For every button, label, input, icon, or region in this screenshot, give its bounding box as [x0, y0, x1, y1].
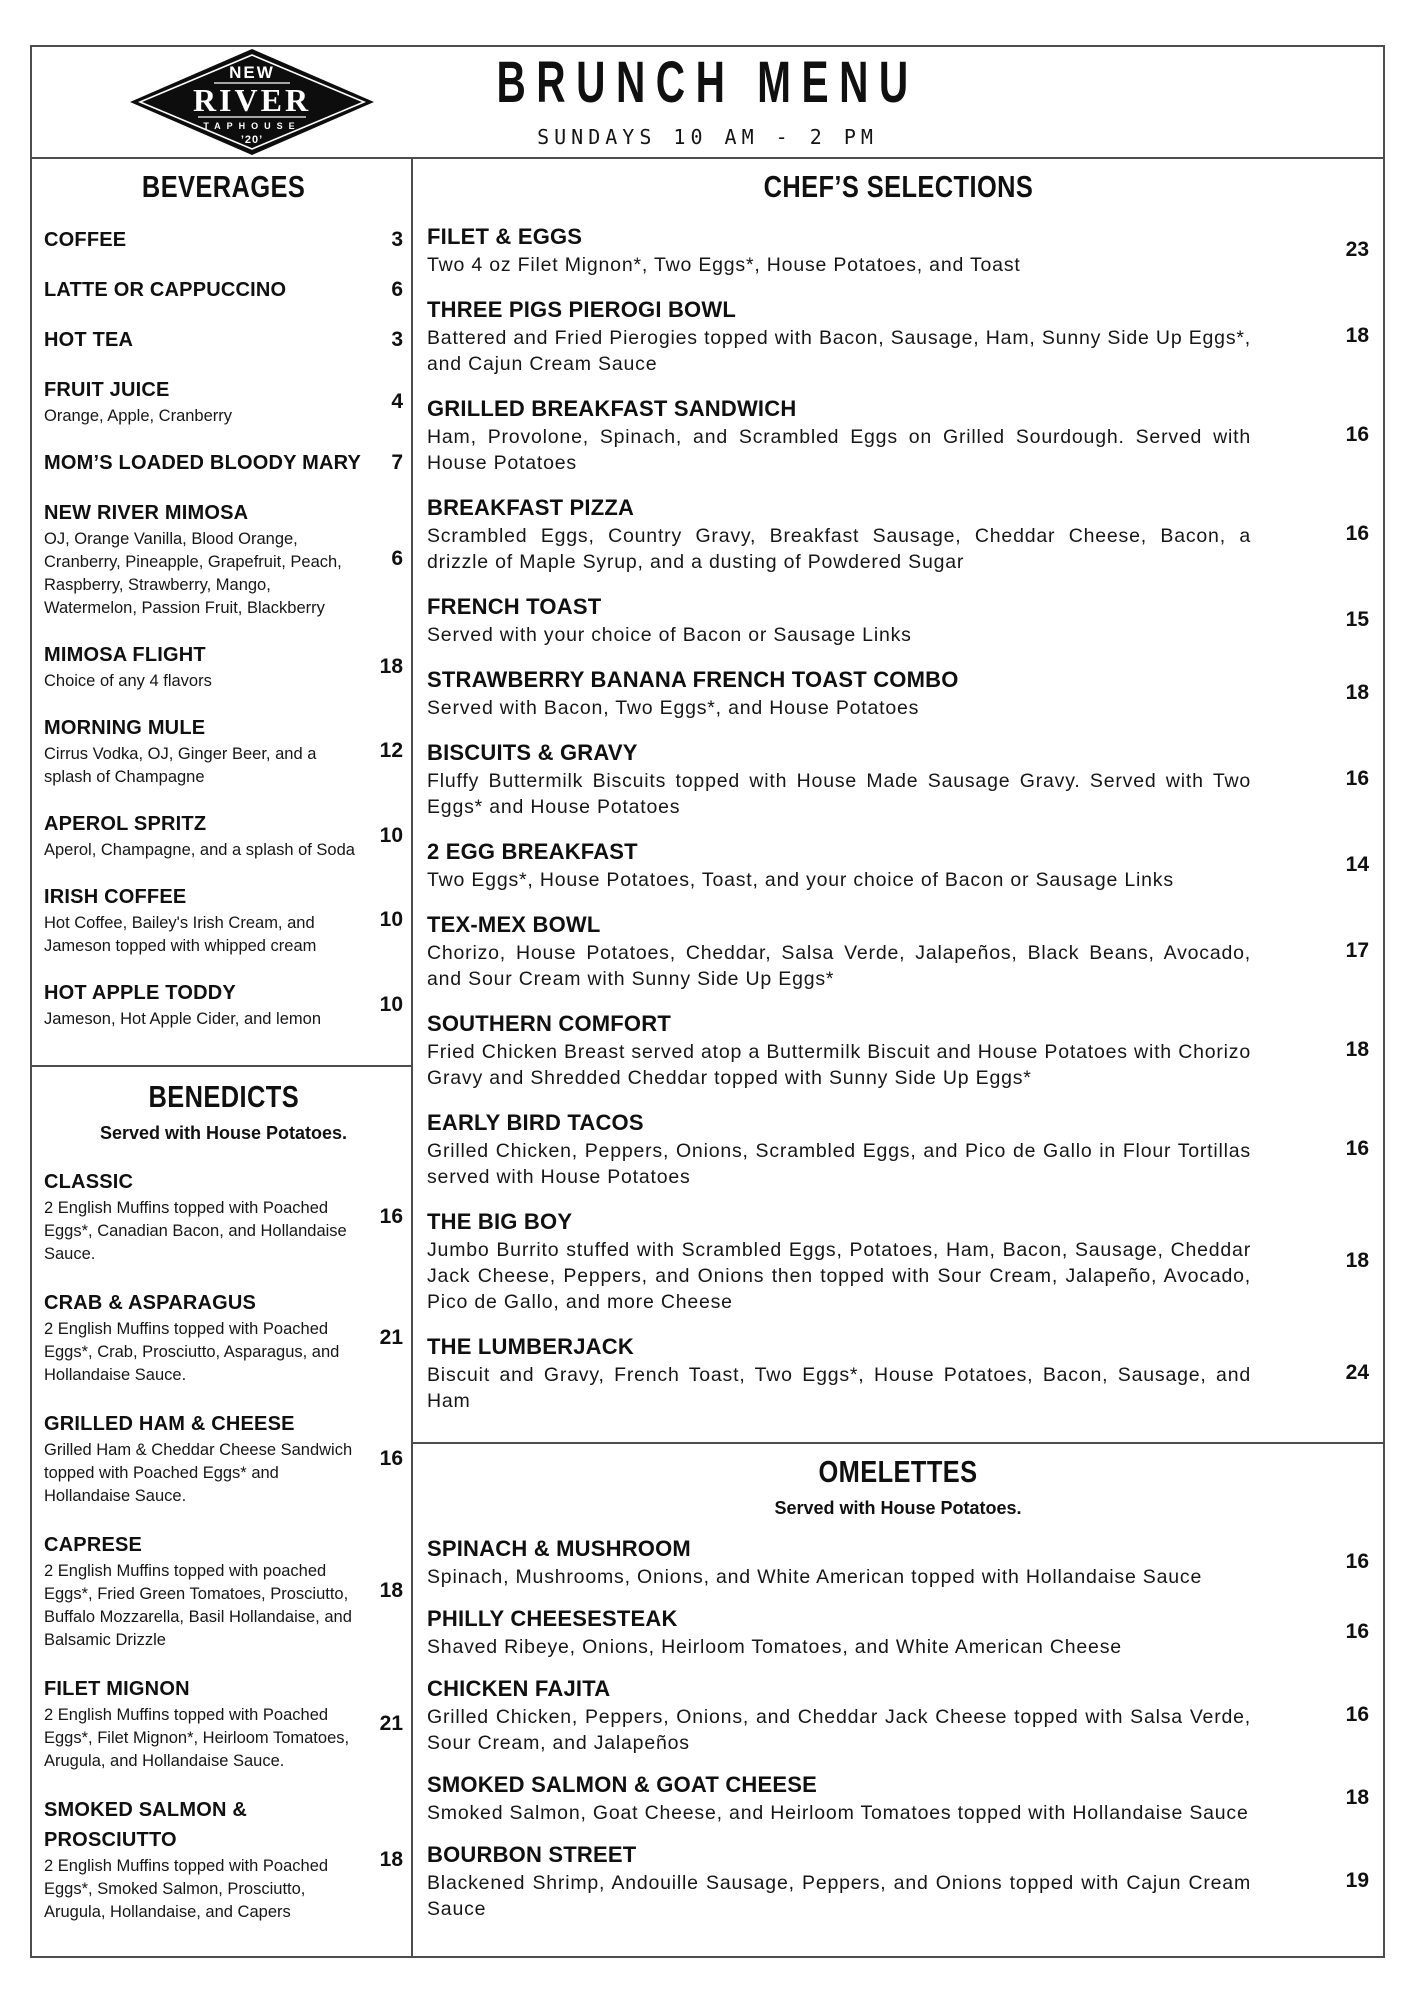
menu-item: [427, 1840, 1369, 1922]
menu-item: [44, 325, 403, 355]
svg-text:RIVER: RIVER: [192, 82, 312, 118]
item-name: MORNING MULE: [44, 717, 206, 739]
item-price: 12: [379, 739, 403, 762]
item-name: THE BIG BOY: [427, 1209, 573, 1234]
item-main: [44, 640, 367, 693]
section-note-benedicts: Served with House Potatoes.: [99, 1123, 348, 1143]
item-name: SPINACH & MUSHROOM: [427, 1536, 691, 1561]
item-name: FILET MIGNON: [44, 1678, 190, 1700]
item-description: Served with your choice of Bacon or Sausage Links: [427, 624, 912, 646]
item-description: Jumbo Burrito stuffed with Scrambled Eggs, Potatoes, Ham, Bacon, Sausage, Cheddar Jack Cheese, Peppers, and Onions then topped with Sour Cream, Jalapeño, Avocado, Pico de Gallo, and more Cheese: [427, 1239, 1251, 1313]
item-description: 2 English Muffins topped with Poached Eggs*, Filet Mignon*, Heirloom Tomatoes, Arugula, and Hollandaise Sauce.: [44, 1706, 350, 1770]
page-title: [32, 51, 1383, 115]
item-main: [44, 1409, 367, 1508]
menu-item: [427, 1332, 1369, 1414]
item-price: 14: [1345, 853, 1369, 876]
section-title-beverages: BEVERAGES: [141, 169, 306, 204]
chefs-selections-item-list: [427, 222, 1369, 1414]
item-main: [427, 665, 1323, 721]
item-name: PHILLY CHEESESTEAK: [427, 1606, 678, 1631]
item-main: [427, 837, 1323, 893]
item-name: FRUIT JUICE: [44, 379, 170, 401]
item-price: 16: [1345, 1703, 1369, 1726]
section-note-omelettes: Served with House Potatoes.: [774, 1498, 1022, 1518]
item-price: 10: [379, 823, 403, 847]
svg-text:NEW: NEW: [229, 63, 275, 82]
item-description: Battered and Fried Pierogies topped with Bacon, Sausage, Ham, Sunny Side Up Eggs*, and Cajun Cream Sauce: [427, 327, 1251, 375]
item-price: 16: [1345, 767, 1369, 790]
menu-item: [44, 375, 403, 428]
section-title-chefs-selections: CHEF’S SELECTIONS: [763, 169, 1033, 204]
item-main: [427, 1207, 1323, 1315]
item-main: [427, 592, 1323, 648]
item-description: 2 English Muffins topped with Poached Eggs*, Smoked Salmon, Prosciutto, Arugula, Hollandaise, and Capers: [44, 1857, 329, 1921]
beverages-item-list: [44, 225, 403, 1031]
item-description: Blackened Shrimp, Andouille Sausage, Peppers, and Onions topped with Cajun Cream Sauce: [427, 1872, 1251, 1920]
menu-item: [44, 1167, 403, 1266]
item-price: 18: [379, 1847, 403, 1871]
item-description: Biscuit and Gravy, French Toast, Two Eggs*, House Potatoes, Bacon, Sausage, and Ham: [427, 1364, 1251, 1412]
item-name: BISCUITS & GRAVY: [427, 740, 638, 765]
item-description: 2 English Muffins topped with Poached Eggs*, Canadian Bacon, and Hollandaise Sauce.: [44, 1199, 347, 1263]
item-price: 10: [379, 992, 403, 1016]
item-description: Spinach, Mushrooms, Onions, and White American topped with Hollandaise Sauce: [427, 1566, 1203, 1588]
item-description: Shaved Ribeye, Onions, Heirloom Tomatoes, and White American Cheese: [427, 1636, 1122, 1658]
item-description: Two 4 oz Filet Mignon*, Two Eggs*, House Potatoes, and Toast: [427, 254, 1021, 276]
item-main: [427, 1009, 1323, 1091]
item-name: SMOKED SALMON & GOAT CHEESE: [427, 1772, 818, 1797]
menu-item: [427, 1108, 1369, 1190]
menu-item: [427, 1770, 1369, 1826]
menu-item: [427, 910, 1369, 992]
item-main: [427, 222, 1323, 278]
menu-item: [44, 640, 403, 693]
menu-item: [44, 1674, 403, 1773]
item-main: [44, 809, 367, 862]
menu-frame: [30, 45, 1385, 1958]
item-description: Grilled Ham & Cheddar Cheese Sandwich topped with Poached Eggs* and Hollandaise Sauce.: [44, 1441, 353, 1505]
menu-item: [44, 809, 403, 862]
item-main: [427, 394, 1323, 476]
menu-header: [32, 47, 1383, 159]
menu-item: [427, 1604, 1369, 1660]
item-price: 6: [391, 278, 403, 301]
item-description: Cirrus Vodka, OJ, Ginger Beer, and a splash of Champagne: [44, 745, 317, 786]
item-main: [427, 1840, 1323, 1922]
item-main: [427, 910, 1323, 992]
item-description: Smoked Salmon, Goat Cheese, and Heirloom Tomatoes topped with Hollandaise Sauce: [427, 1802, 1249, 1824]
item-name: NEW RIVER MIMOSA: [44, 502, 249, 524]
menu-item: [427, 493, 1369, 575]
item-name: CLASSIC: [44, 1171, 134, 1193]
item-description: 2 English Muffins topped with Poached Eggs*, Crab, Prosciutto, Asparagus, and Hollandaise Sauce.: [44, 1320, 340, 1384]
item-price: 18: [1345, 681, 1369, 704]
item-description: Chorizo, House Potatoes, Cheddar, Salsa Verde, Jalapeños, Black Beans, Avocado, and Sour Cream with Sunny Side Up Eggs*: [427, 942, 1251, 990]
menu-item: [427, 1207, 1369, 1315]
item-price: 15: [1345, 608, 1369, 631]
item-price: 23: [1345, 238, 1369, 261]
item-main: [44, 448, 367, 478]
item-description: Ham, Provolone, Spinach, and Scrambled Eggs on Grilled Sourdough. Served with House Potatoes: [427, 426, 1251, 474]
item-name: MIMOSA FLIGHT: [44, 644, 206, 666]
svg-text:’20’: ’20’: [240, 134, 264, 146]
item-price: 16: [1345, 1620, 1369, 1643]
item-description: Grilled Chicken, Peppers, Onions, and Cheddar Jack Cheese topped with Salsa Verde, Sour Cream, and Jalapeños: [427, 1706, 1251, 1754]
item-price: 16: [1345, 423, 1369, 446]
item-price: 24: [1345, 1361, 1369, 1384]
item-price: 18: [379, 654, 403, 678]
item-description: Two Eggs*, House Potatoes, Toast, and your choice of Bacon or Sausage Links: [427, 869, 1174, 891]
item-price: 16: [1345, 522, 1369, 545]
menu-item: [427, 1009, 1369, 1091]
menu-item: [44, 448, 403, 478]
item-price: 3: [391, 328, 403, 351]
item-name: IRISH COFFEE: [44, 886, 187, 908]
item-main: [427, 738, 1323, 820]
item-description: Jameson, Hot Apple Cider, and lemon: [44, 1010, 321, 1028]
section-beverages: [32, 159, 411, 1067]
item-name: FILET & EGGS: [427, 224, 583, 249]
item-main: [44, 1530, 367, 1652]
item-price: 16: [379, 1204, 403, 1228]
item-price: 16: [379, 1446, 403, 1470]
item-name: HOT APPLE TODDY: [44, 982, 236, 1004]
menu-item: [44, 275, 403, 305]
right-column: [413, 159, 1383, 1956]
item-price: 21: [379, 1325, 403, 1349]
item-description: Fried Chicken Breast served atop a Buttermilk Biscuit and House Potatoes with Chorizo Gravy and Shredded Cheddar topped with Sunny Side Up Eggs*: [427, 1041, 1251, 1089]
item-main: [44, 1167, 367, 1266]
item-price: 18: [1345, 1786, 1369, 1809]
item-name: 2 EGG BREAKFAST: [427, 839, 638, 864]
item-name: EARLY BIRD TACOS: [427, 1110, 644, 1135]
menu-item: [44, 882, 403, 958]
item-price: 18: [379, 1579, 403, 1602]
item-name: LATTE OR CAPPUCCINO: [44, 279, 287, 301]
item-name: APEROL SPRITZ: [44, 813, 207, 835]
item-description: Scrambled Eggs, Country Gravy, Breakfast Sausage, Cheddar Cheese, Bacon, a drizzle of Maple Syrup, and a dusting of Powdered Sugar: [427, 525, 1251, 573]
item-main: [44, 978, 367, 1031]
item-price: 18: [1345, 1249, 1369, 1272]
menu-item: [44, 1409, 403, 1508]
menu-item: [44, 1288, 403, 1387]
item-name: SOUTHERN COMFORT: [427, 1011, 671, 1036]
item-description: Fluffy Buttermilk Biscuits topped with House Made Sausage Gravy. Served with Two Eggs* and House Potatoes: [427, 770, 1251, 818]
item-price: 10: [379, 908, 403, 931]
item-name: STRAWBERRY BANANA FRENCH TOAST COMBO: [427, 667, 959, 692]
menu-item: [44, 1530, 403, 1652]
item-main: [427, 1108, 1323, 1190]
item-price: 19: [1345, 1869, 1369, 1892]
section-title-benedicts: BENEDICTS: [148, 1079, 299, 1114]
item-description: Grilled Chicken, Peppers, Onions, Scrambled Eggs, and Pico de Gallo in Flour Tortillas served with House Potatoes: [427, 1140, 1251, 1188]
item-name: CAPRESE: [44, 1534, 143, 1556]
item-name: BOURBON STREET: [427, 1842, 637, 1867]
menu-item: [427, 665, 1369, 721]
item-name: GRILLED BREAKFAST SANDWICH: [427, 396, 797, 421]
benedicts-item-list: [44, 1167, 403, 1924]
item-price: 7: [391, 451, 403, 474]
item-main: [427, 493, 1323, 575]
menu-item: [427, 394, 1369, 476]
item-name: GRILLED HAM & CHEESE: [44, 1413, 295, 1435]
item-main: [427, 1332, 1323, 1414]
item-main: [427, 1674, 1323, 1756]
menu-hours: SUNDAYS 10 AM - 2 PM: [537, 125, 878, 149]
item-price: 16: [1345, 1137, 1369, 1160]
item-price: 6: [391, 547, 403, 570]
menu-item: [427, 295, 1369, 377]
section-chefs-selections: [413, 159, 1383, 1444]
item-description: Aperol, Champagne, and a splash of Soda: [44, 841, 355, 859]
item-name: TEX-MEX BOWL: [427, 912, 601, 937]
section-omelettes: [413, 1444, 1383, 1956]
item-main: [44, 225, 367, 255]
menu-item: [44, 225, 403, 255]
item-price: 18: [1345, 1038, 1369, 1061]
left-column: [32, 159, 413, 1956]
item-main: [44, 275, 367, 305]
item-main: [427, 295, 1323, 377]
item-name: CRAB & ASPARAGUS: [44, 1292, 257, 1314]
item-main: [44, 882, 367, 958]
item-name: THE LUMBERJACK: [427, 1334, 634, 1359]
menu-item: [44, 713, 403, 789]
omelettes-item-list: [427, 1534, 1369, 1922]
menu-item: [427, 1674, 1369, 1756]
item-price: 18: [1345, 324, 1369, 347]
section-benedicts: [32, 1067, 411, 1956]
menu-item: [44, 498, 403, 620]
item-main: [44, 375, 367, 428]
item-main: [427, 1534, 1323, 1590]
item-description: Hot Coffee, Bailey's Irish Cream, and Jameson topped with whipped cream: [44, 914, 317, 955]
item-name: SMOKED SALMON & PROSCIUTTO: [44, 1799, 247, 1851]
item-name: MOM’S LOADED BLOODY MARY: [44, 452, 362, 474]
item-name: BREAKFAST PIZZA: [427, 495, 635, 520]
item-main: [44, 1674, 367, 1773]
item-description: Orange, Apple, Cranberry: [44, 407, 233, 425]
item-name: COFFEE: [44, 229, 127, 251]
page-title-text: BRUNCH MENU: [496, 50, 919, 115]
item-price: 21: [379, 1711, 403, 1735]
item-main: [44, 325, 367, 355]
item-main: [44, 1288, 367, 1387]
item-name: HOT TEA: [44, 329, 134, 351]
item-price: 4: [391, 389, 403, 413]
item-main: [427, 1604, 1323, 1660]
menu-item: [44, 1795, 403, 1924]
section-title-omelettes: OMELETTES: [818, 1454, 978, 1489]
item-description: Choice of any 4 flavors: [44, 672, 212, 690]
menu-item: [44, 978, 403, 1031]
item-main: [44, 1795, 367, 1924]
menu-item: [427, 222, 1369, 278]
item-name: FRENCH TOAST: [427, 594, 602, 619]
item-name: THREE PIGS PIEROGI BOWL: [427, 297, 736, 322]
menu-item: [427, 1534, 1369, 1590]
item-price: 17: [1345, 939, 1369, 962]
item-main: [44, 713, 367, 789]
item-description: 2 English Muffins topped with poached Eggs*, Fried Green Tomatoes, Prosciutto, Buffalo Mozzarella, Basil Hollandaise, and Balsamic Drizzle: [44, 1562, 352, 1649]
item-name: CHICKEN FAJITA: [427, 1676, 611, 1701]
menu-item: [427, 592, 1369, 648]
item-main: [427, 1770, 1323, 1826]
menu-columns: [32, 159, 1383, 1956]
menu-item: [427, 837, 1369, 893]
item-price: 3: [391, 228, 403, 251]
item-description: OJ, Orange Vanilla, Blood Orange, Cranberry, Pineapple, Grapefruit, Peach, Raspberry, Strawberry, Mango, Watermelon, Passion Fruit, Blackberry: [44, 530, 342, 617]
item-description: Served with Bacon, Two Eggs*, and House Potatoes: [427, 697, 920, 719]
item-price: 16: [1345, 1550, 1369, 1573]
menu-item: [427, 738, 1369, 820]
svg-text:TAPHOUSE: TAPHOUSE: [203, 121, 301, 131]
item-main: [44, 498, 367, 620]
